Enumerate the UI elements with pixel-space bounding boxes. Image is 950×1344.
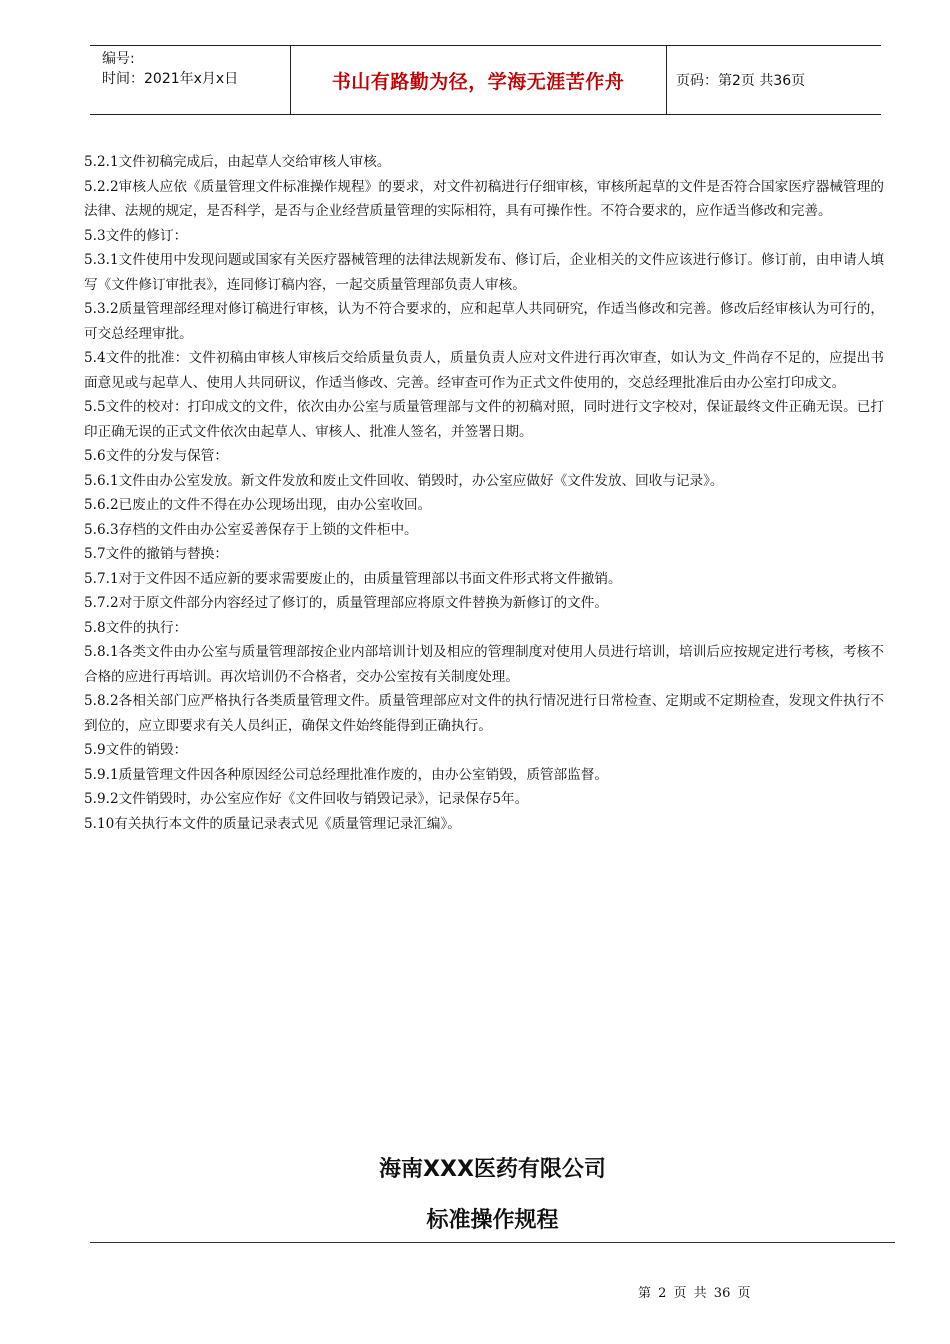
document-time-label: 时间：2021年x月x日: [102, 71, 239, 87]
document-body: [84, 150, 884, 836]
header-page-info: 页码：第2页 共36页: [676, 73, 806, 89]
section-heading: 5.7文件的撤销与替换：: [84, 546, 228, 562]
paragraph: 5.2.2审核人应依《质量管理文件标准操作规程》的要求，对文件初稿进行仔细审核，审核所起草的文件是否符合国家医疗器械管理的法律、法规的规定，是否科学，是否与企业经营质量管理的实际相符，具有可操作性。不符合要求的，应作适当修改和完善。: [84, 178, 884, 219]
paragraph: 5.10有关执行本文件的质量记录表式见《质量管理记录汇编》。: [84, 815, 461, 832]
header-divider-right: [666, 46, 667, 114]
section-heading: 5.6文件的分发与保管：: [84, 448, 228, 464]
paragraph: 5.8.1各类文件由办公室与质量管理部按企业内部培训计划及相应的管理制度对使用人员进行培训，培训后应按规定进行考核，考核不合格的应进行再培训。再次培训仍不合格者，交办公室按有关制度处理。: [84, 644, 884, 685]
document-number-label: 编号:: [102, 51, 135, 67]
paragraph: 5.9.2文件销毁时，办公室应作好《文件回收与销毁记录》，记录保存5年。: [84, 791, 529, 807]
paragraph: 5.7.2对于原文件部分内容经过了修订的，质量管理部应将原文件替换为新修订的文件。: [84, 595, 608, 611]
paragraph: 5.2.1文件初稿完成后，由起草人交给审核人审核。: [84, 154, 391, 170]
bottom-divider: [90, 1242, 895, 1243]
document-title: 标准操作规程: [426, 1208, 559, 1233]
paragraph: 5.7.1对于文件因不适应新的要求需要废止的，由质量管理部以书面文件形式将文件撤销。: [84, 570, 622, 587]
paragraph: 5.3.2质量管理部经理对修订稿进行审核，认为不符合要求的，应和起草人共同研究，作适当修改和完善。修改后经审核认为可行的，可交总经理审批。: [84, 301, 884, 342]
section-heading: 5.3文件的修订：: [84, 227, 188, 244]
header-motto: 书山有路勤为径，学海无涯苦作舟: [331, 70, 625, 93]
paragraph: 5.6.3存档的文件由办公室妥善保存于上锁的文件柜中。: [84, 521, 418, 538]
company-title: 海南XXX医药有限公司: [379, 1157, 606, 1182]
paragraph: 5.6.1文件由办公室发放。新文件发放和废止文件回收、销毁时，办公室应做好《文件发放、回收与记录》。: [84, 472, 724, 489]
paragraph: 5.9.1质量管理文件因各种原因经公司总经理批准作废的，由办公室销毁，质管部监督。: [84, 766, 608, 783]
paragraph: 5.6.2已废止的文件不得在办公现场出现，由办公室收回。: [84, 497, 432, 513]
paragraph: 5.5文件的校对：打印成文的文件，依次由办公室与质量管理部与文件的初稿对照，同时进行文字校对，保证最终文件正确无误。已打印正确无误的正式文件依次由起草人、审核人、批准人签名，并签署日期。: [84, 399, 884, 440]
paragraph: 5.8.2各相关部门应严格执行各类质量管理文件。质量管理部应对文件的执行情况进行日常检查、定期或不定期检查，发现文件执行不到位的，应立即要求有关人员纠正，确保文件始终能得到正确执行。: [84, 693, 884, 734]
header-left: [102, 49, 238, 89]
section-heading: 5.8文件的执行：: [84, 619, 188, 636]
page-header: [90, 45, 881, 115]
paragraph: 5.3.1文件使用中发现问题或国家有关医疗器械管理的法律法规新发布、修订后，企业相关的文件应该进行修订。修订前，由申请人填写《文件修订审批表》，连同修订稿内容，一起交质量管理部负责人审核。: [84, 252, 884, 293]
page-footer: 第 2 页 共 36 页: [638, 1286, 751, 1301]
section-heading: 5.9文件的销毁：: [84, 742, 188, 758]
paragraph: 5.4文件的批准：文件初稿由审核人审核后交给质量负责人，质量负责人应对文件进行再次审查，如认为文_件尚存不足的，应提出书面意见或与起草人、使用人共同研议，作适当修改、完善。经审查可作为正式文件使用的，交总经理批准后由办公室打印成文。: [84, 350, 884, 391]
